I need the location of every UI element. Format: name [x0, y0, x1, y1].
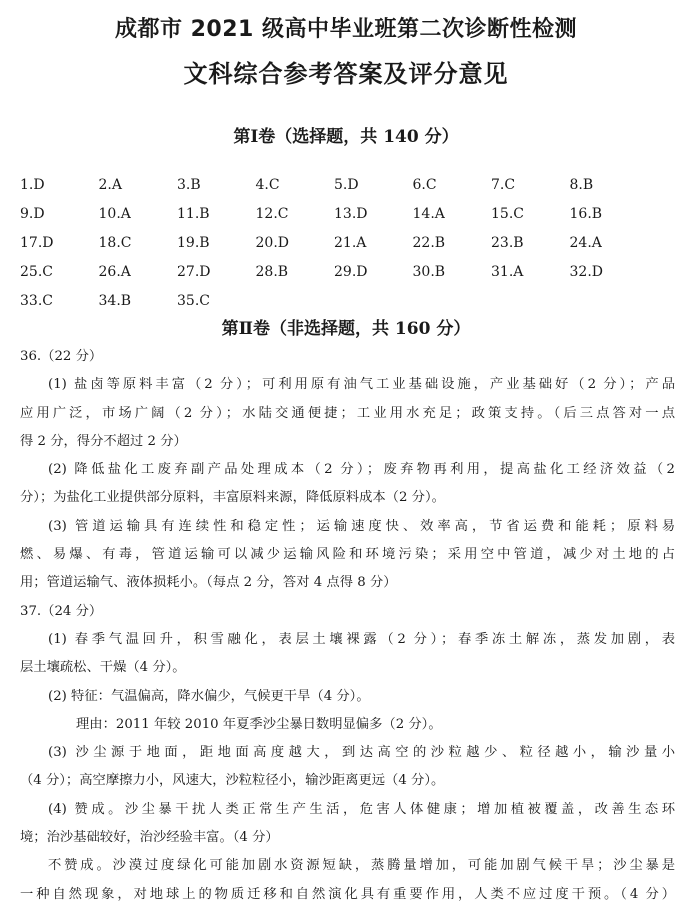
- answer-item: 7.C: [491, 176, 516, 193]
- answer-item: 13.D: [334, 205, 368, 222]
- answer-line: (2) 特征：气温偏高，降水偏少，气候更干旱（4 分）。: [48, 688, 370, 704]
- answer-line: (1) 盐卤等原料丰富（2 分）；可利用原有油气工业基础设施，产业基础好（2 分）；产品: [48, 377, 675, 393]
- answer-line: 境；治沙基础较好，治沙经验丰富。（4 分）: [20, 830, 279, 846]
- answer-line: (2) 降低盐化工废弃副产品处理成本（2 分）；废弃物再利用，提高盐化工经济效益（2: [48, 462, 675, 478]
- answer-item: 12.C: [255, 205, 289, 222]
- answer-item: 28.B: [255, 263, 289, 280]
- answer-item: 23.B: [491, 234, 524, 251]
- section2-title: 第Ⅱ卷（非选择题，共 160 分）: [221, 319, 471, 339]
- answer-line: 得 2 分，得分不超过 2 分）: [20, 433, 187, 449]
- answer-item: 25.C: [20, 263, 53, 280]
- answer-line: 一种自然现象，对地球上的物质迁移和自然演化具有重要作用，人类不应过度干预。（4 分）: [20, 886, 675, 902]
- answer-line: 不赞成。沙漠过度绿化可能加剧水资源短缺，蒸腾量增加，可能加剧气候干旱；沙尘暴是: [48, 858, 675, 874]
- answer-body: [20, 343, 675, 909]
- answer-line: (1) 春季气温回升，积雪融化，表层土壤裸露（2 分）；春季冻土解冻，蒸发加剧，表: [48, 631, 675, 647]
- question-heading: 37.（24 分）: [20, 603, 103, 619]
- answer-item: 32.D: [569, 263, 603, 280]
- answer-item: 22.B: [412, 234, 446, 251]
- answer-row: [20, 170, 680, 199]
- section1-title: 第Ⅰ卷（选择题，共 140 分）: [233, 127, 459, 147]
- answer-item: 16.B: [569, 205, 603, 222]
- answer-item: 34.B: [98, 292, 132, 309]
- answer-item: 10.A: [98, 205, 131, 222]
- answer-item: 33.C: [20, 292, 53, 309]
- answer-item: 21.A: [334, 234, 367, 251]
- answer-item: 20.D: [255, 234, 289, 251]
- answer-line: 分）；为盐化工业提供部分原料，丰富原料来源，降低原料成本（2 分）。: [20, 490, 445, 506]
- answer-item: 24.A: [569, 234, 602, 251]
- answer-line: (3) 沙尘源于地面，距地面高度越大，到达高空的沙粒越少、粒径越小，输沙量小: [48, 745, 675, 761]
- answer-item: 4.C: [255, 176, 280, 193]
- answer-row: [20, 199, 680, 228]
- answer-item: 30.B: [412, 263, 446, 280]
- question-heading: 36.（22 分）: [20, 349, 103, 364]
- document-subtitle: 文科综合参考答案及评分意见: [183, 60, 509, 88]
- answer-item: 8.B: [569, 176, 594, 193]
- answer-row: [20, 286, 680, 315]
- answer-item: 6.C: [412, 176, 437, 193]
- answer-item: 17.D: [20, 234, 54, 251]
- multiple-choice-answers: [20, 170, 680, 315]
- answer-line: 理由：2011 年较 2010 年夏季沙尘暴日数明显偏多（2 分）。: [76, 716, 442, 732]
- answer-item: 31.A: [491, 263, 524, 280]
- answer-item: 3.B: [177, 176, 201, 193]
- answer-item: 11.B: [177, 205, 210, 222]
- answer-item: 2.A: [98, 176, 122, 193]
- answer-item: 15.C: [491, 205, 524, 222]
- answer-item: 5.D: [334, 176, 359, 193]
- document-title: 成都市 2021 级高中毕业班第二次诊断性检测: [114, 17, 578, 42]
- answer-line: （4 分）；高空摩擦力小，风速大，沙粒粒径小，输沙距离更远（4 分）。: [20, 773, 445, 789]
- answer-line: 用；管道运输气、液体损耗小。（每点 2 分，答对 4 点得 8 分）: [20, 575, 397, 591]
- answer-item: 14.A: [412, 205, 445, 222]
- answer-item: 27.D: [177, 263, 211, 280]
- answer-item: 1.D: [20, 176, 45, 193]
- answer-row: [20, 228, 680, 257]
- answer-line: 层土壤疏松、干燥（4 分）。: [20, 660, 186, 676]
- answer-item: 9.D: [20, 205, 45, 222]
- answer-item: 26.A: [98, 263, 131, 280]
- answer-line: (4) 赞成。沙尘暴干扰人类正常生产生活，危害人体健康；增加植被覆盖，改善生态环: [48, 801, 675, 817]
- answer-item: 18.C: [98, 234, 132, 251]
- answer-line: 应用广泛，市场广阔（2 分）；水陆交通便捷；工业用水充足；政策支持。（后三点答对一点: [20, 405, 675, 421]
- answer-line: 燃、易爆、有毒，管道运输可以减少运输风险和环境污染；采用空中管道，减少对土地的占: [20, 547, 675, 563]
- answer-item: 19.B: [177, 234, 210, 251]
- answer-row: [20, 257, 680, 286]
- answer-line: (3) 管道运输具有连续性和稳定性；运输速度快、效率高，节省运费和能耗；原料易: [48, 518, 675, 534]
- answer-item: 35.C: [177, 292, 210, 309]
- answer-item: 29.D: [334, 263, 368, 280]
